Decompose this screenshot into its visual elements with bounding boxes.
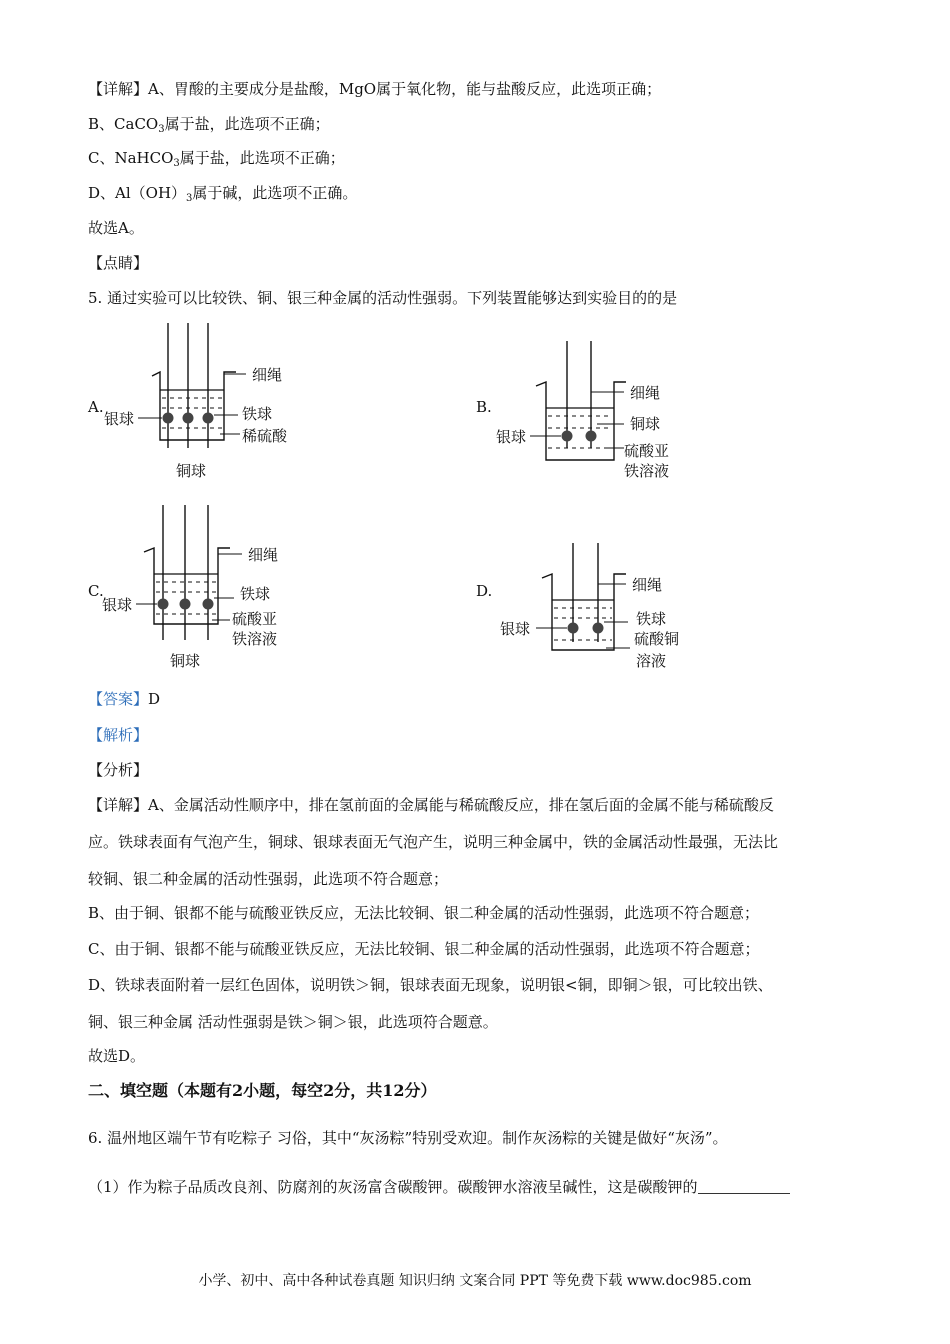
question-6: 6. 温州地区端午节有吃粽子 习俗，其中“灰汤粽”特别受欢迎。制作灰汤粽的关键是做好“灰汤”。 bbox=[88, 1129, 728, 1147]
label-solution-line1: 硫酸铜 bbox=[634, 630, 680, 648]
text-span: C、NaHCO bbox=[88, 149, 174, 167]
label-silver-ball: 银球 bbox=[102, 596, 133, 614]
label-solution: 稀硫酸 bbox=[242, 427, 288, 445]
answer-tag: 【答案】 bbox=[88, 690, 149, 708]
answer-blank[interactable] bbox=[698, 1179, 790, 1194]
text-line: 应。铁球表面有气泡产生，铜球、银球表面无气泡产生，说明三种金属中，铁的金属活动性最强，无法比 bbox=[88, 833, 779, 851]
label-rope: 细绳 bbox=[630, 384, 661, 402]
text-line: 铜、银三种金属 活动性强弱是铁＞铜＞银，此选项符合题意。 bbox=[88, 1013, 498, 1031]
text-line bbox=[88, 148, 345, 174]
diagram-option-b bbox=[496, 336, 716, 486]
text-line bbox=[88, 114, 330, 140]
label-solution-line1: 硫酸亚 bbox=[232, 610, 278, 628]
analysis-tag: 【解析】 bbox=[88, 726, 149, 744]
label-right-ball: 铁球 bbox=[240, 585, 271, 603]
label-bottom-ball: 铜球 bbox=[170, 652, 201, 670]
text-line bbox=[88, 183, 357, 209]
label-silver-ball: 银球 bbox=[496, 428, 527, 446]
text-line: B、由于铜、银都不能与硫酸亚铁反应，无法比较铜、银二种金属的活动性强弱，此选项不符合题意； bbox=[88, 904, 760, 922]
label-right-ball: 铁球 bbox=[242, 405, 273, 423]
text-line: 【点睛】 bbox=[88, 254, 149, 272]
label-solution-line2: 铁溶液 bbox=[232, 630, 278, 648]
text-line: C、由于铜、银都不能与硫酸亚铁反应，无法比较铜、银二种金属的活动性强弱，此选项不符合题意； bbox=[88, 940, 760, 958]
subscript: 3 bbox=[158, 124, 165, 135]
label-bottom-ball: 铜球 bbox=[176, 462, 207, 480]
label-right-ball: 铁球 bbox=[636, 610, 667, 628]
label-right-ball: 铜球 bbox=[630, 415, 661, 433]
text-line: 【详解】A、金属活动性顺序中，排在氢前面的金属能与稀硫酸反应，排在氢后面的金属不能与稀硫酸反 bbox=[88, 796, 774, 814]
label-solution-line1: 硫酸亚 bbox=[624, 442, 670, 460]
question-6-part-1 bbox=[88, 1177, 790, 1197]
text-line: 【分析】 bbox=[88, 761, 149, 779]
answer-value: D bbox=[148, 690, 161, 708]
answer-line bbox=[88, 689, 160, 709]
text-span: 属于盐，此选项不正确； bbox=[179, 149, 345, 167]
text-line: 故选D。 bbox=[88, 1047, 146, 1065]
text-span: B、CaCO bbox=[88, 115, 159, 133]
text-line: 较铜、银二种金属的活动性强弱，此选项不符合题意； bbox=[88, 870, 449, 888]
label-rope: 细绳 bbox=[248, 546, 279, 564]
text-span: D、Al（OH） bbox=[88, 184, 187, 202]
subscript: 3 bbox=[173, 158, 180, 169]
diagram-option-d bbox=[496, 538, 716, 678]
option-a-letter: A. bbox=[88, 398, 104, 416]
text-line: D、铁球表面附着一层红色固体，说明铁＞铜，银球表面无现象，说明银<铜，即铜＞银，可比较出铁、 bbox=[88, 976, 773, 994]
option-d-letter: D. bbox=[476, 582, 493, 600]
text-line: 【详解】A、胃酸的主要成分是盐酸，MgO属于氧化物，能与盐酸反应，此选项正确； bbox=[88, 80, 662, 98]
text-line: 故选A。 bbox=[88, 219, 144, 237]
section-heading: 二、填空题（本题有2小题，每空2分，共12分） bbox=[88, 1081, 437, 1100]
option-c-letter: C. bbox=[88, 582, 104, 600]
label-rope: 细绳 bbox=[632, 576, 663, 594]
question-5: 5. 通过实验可以比较铁、铜、银三种金属的活动性强弱。下列装置能够达到实验目的的是 bbox=[88, 289, 678, 307]
text-span: 属于碱，此选项不正确。 bbox=[192, 184, 358, 202]
label-solution-line2: 铁溶液 bbox=[624, 462, 670, 480]
subscript: 3 bbox=[186, 193, 193, 204]
label-rope: 细绳 bbox=[252, 366, 283, 384]
label-solution-line2: 溶液 bbox=[636, 652, 667, 670]
diagram-option-c bbox=[100, 500, 320, 675]
label-silver-ball: 银球 bbox=[104, 410, 135, 428]
text-span: 属于盐，此选项不正确； bbox=[164, 115, 330, 133]
page-footer: 小学、初中、高中各种试卷真题 知识归纳 文案合同 PPT 等免费下载 www.doc985.com bbox=[198, 1273, 752, 1289]
text-span: （1）作为粽子品质改良剂、防腐剂的灰汤富含碳酸钾。碳酸钾水溶液呈碱性，这是碳酸钾的 bbox=[88, 1178, 698, 1196]
option-b-letter: B. bbox=[476, 398, 492, 416]
label-silver-ball: 银球 bbox=[500, 620, 531, 638]
diagram-option-a bbox=[100, 318, 320, 488]
